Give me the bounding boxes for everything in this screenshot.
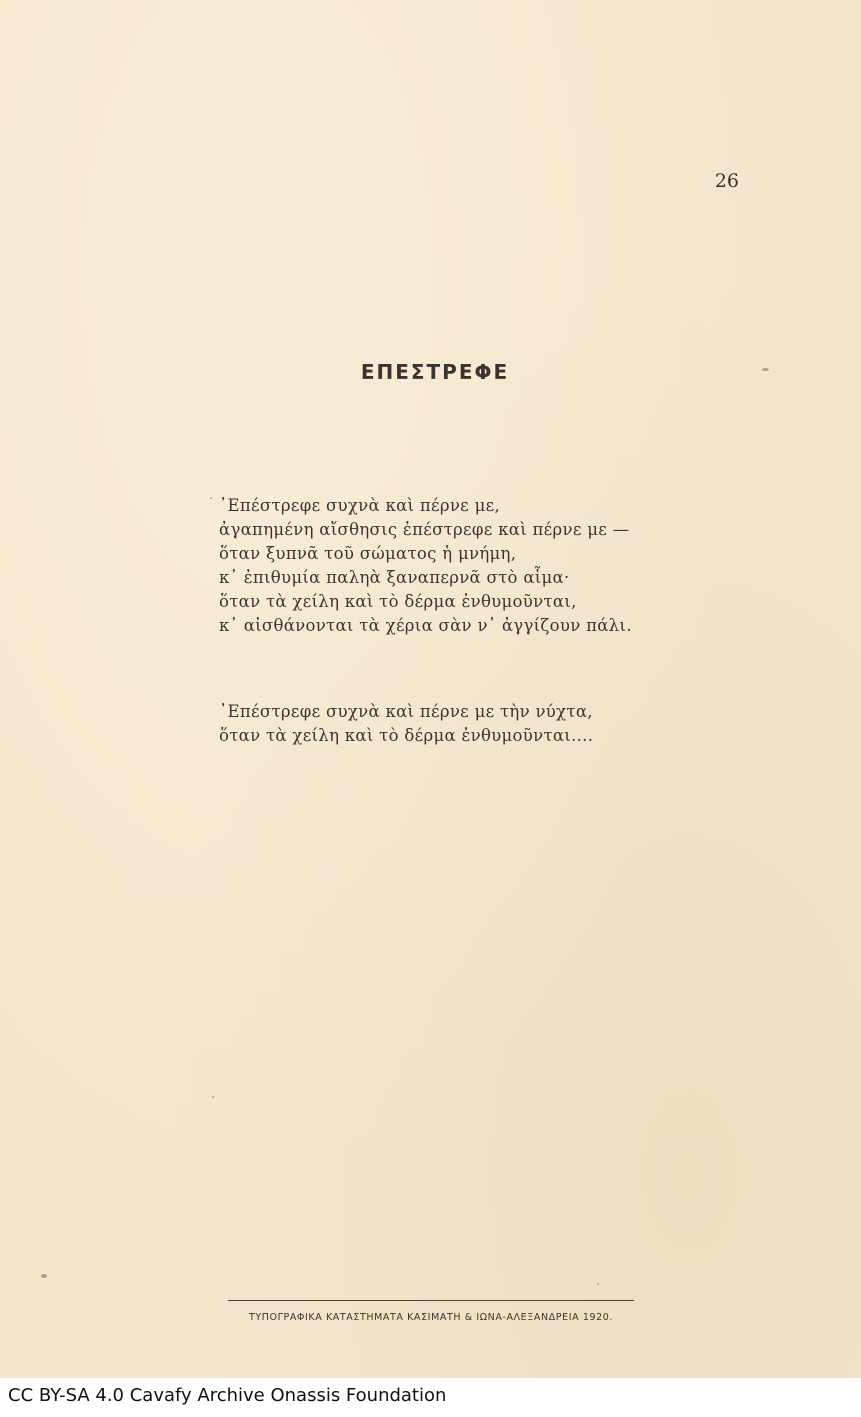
printer-colophon: ΤΥΠΟΓΡΑΦΙΚΑ ΚΑΤΑΣΤΗΜΑΤΑ ΚΑΣΙΜΑΤΗ & ΙΩΝΑ-ΑΛΕΞΑΝΔΡΕΙΑ 1920. [248,1312,614,1323]
poem-line: κ᾽ ἐπιθυμία παληὰ ξαναπερνᾶ στὸ αἷμα· [219,568,570,587]
paper-speck [210,497,212,499]
paper-speck [597,1283,599,1285]
poem-line: ὅταν τὰ χείλη καὶ τὸ δέρμα ἐνθυμοῦνται.... [219,726,594,745]
poem-line: ᾿Επέστρεφε συχνὰ καὶ πέρνε με, [219,496,500,515]
poem-line: ᾿Επέστρεφε συχνὰ καὶ πέρνε με τὴν νύχτα, [219,702,593,721]
stanza-2 [219,700,593,748]
paper-speck [762,368,769,371]
paper-speck [41,1274,47,1278]
poem-line: ὅταν ξυπνᾶ τοῦ σώματος ἡ μνήμη, [219,544,517,563]
poem-line: κ᾽ αἰσθάνονται τὰ χέρια σὰν ν᾽ ἀγγίζουν πάλι. [219,616,632,635]
poem-line: ἀγαπημένη αἴσθησις ἐπέστρεφε καὶ πέρνε με — [219,520,630,539]
poem-title: ΕΠΕΣΤΡΕΦΕ [360,360,510,384]
page-number: 26 [714,170,739,192]
footer-rule [228,1300,634,1301]
poem-line: ὅταν τὰ χείλη καὶ τὸ δέρμα ἐνθυμοῦνται, [219,592,577,611]
license-caption: CC BY-SA 4.0 Cavafy Archive Onassis Foundation [8,1385,447,1406]
paper-speck [212,1096,214,1098]
stanza-1 [219,494,632,638]
